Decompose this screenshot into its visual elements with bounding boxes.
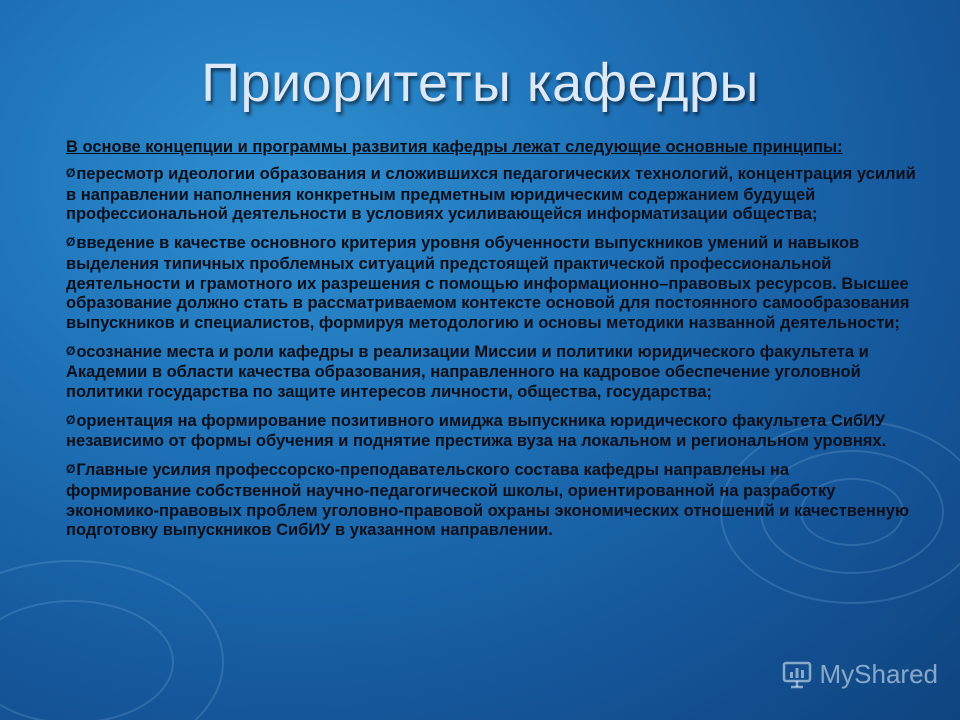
arrow-bullet-icon: Ø (66, 343, 76, 358)
intro-heading: В основе концепции и программы развития кафедры лежат следующие основные принципы: (66, 138, 843, 156)
bullet-item (66, 412, 916, 452)
slide-title: Приоритеты кафедры (201, 53, 759, 113)
bullet-item (66, 165, 916, 225)
bullet-item (66, 343, 916, 403)
bullet-list (66, 165, 916, 541)
bullet-text: пересмотр идеологии образования и сложившихся педагогических технологий, концентрация усилий в направлении наполнения конкретным предметным юридическим содержанием будущей профессиональной деятельности в условиях усиливающейся информатизации общества; (66, 165, 916, 224)
myshared-watermark[interactable] (782, 659, 939, 690)
arrow-bullet-icon: Ø (66, 235, 76, 250)
bullet-text: введение в качестве основного критерия уровня обученности выпускников умений и навыков выделения типичных проблемных ситуаций предстоящей практической профессиональной деятельности и грамотного их разрешения с помощью информационно–правовых ресурсов. Высшее образование должно стать в рассматриваемом контексте основой для постоянного самообразования выпускников и специалистов, формируя методологию и основы методики названной деятельности; (66, 234, 910, 332)
slide-content (66, 139, 916, 550)
watermark-text: MyShared (819, 659, 938, 689)
arrow-bullet-icon: Ø (66, 462, 76, 477)
presentation-chart-icon (782, 660, 812, 690)
bullet-item (66, 461, 916, 541)
arrow-bullet-icon: Ø (66, 412, 76, 427)
bullet-text: ориентация на формирование позитивного имиджа выпускника юридического факультета СибИУ независимо от формы обучения и поднятие престижа вуза на локальном и региональном уровнях. (66, 411, 887, 451)
arrow-bullet-icon: Ø (66, 166, 76, 180)
bullet-item (66, 234, 916, 334)
bullet-text: осознание места и роли кафедры в реализации Миссии и политики юридического факультета и Академии в области качества образования, направленного на кадровое обеспечение уголовной политики государства по защите интересов личности, общества, государства; (66, 342, 869, 402)
bullet-text: Главные усилия профессорско-преподавательского состава кафедры направлены на формирование собственной научно-педагогической школы, ориентированной на разработку экономико-правовых проблем уголовно-правовой охраны экономических отношений и качественную подготовку выпускников СибИУ в указанном направлении. (66, 461, 910, 540)
